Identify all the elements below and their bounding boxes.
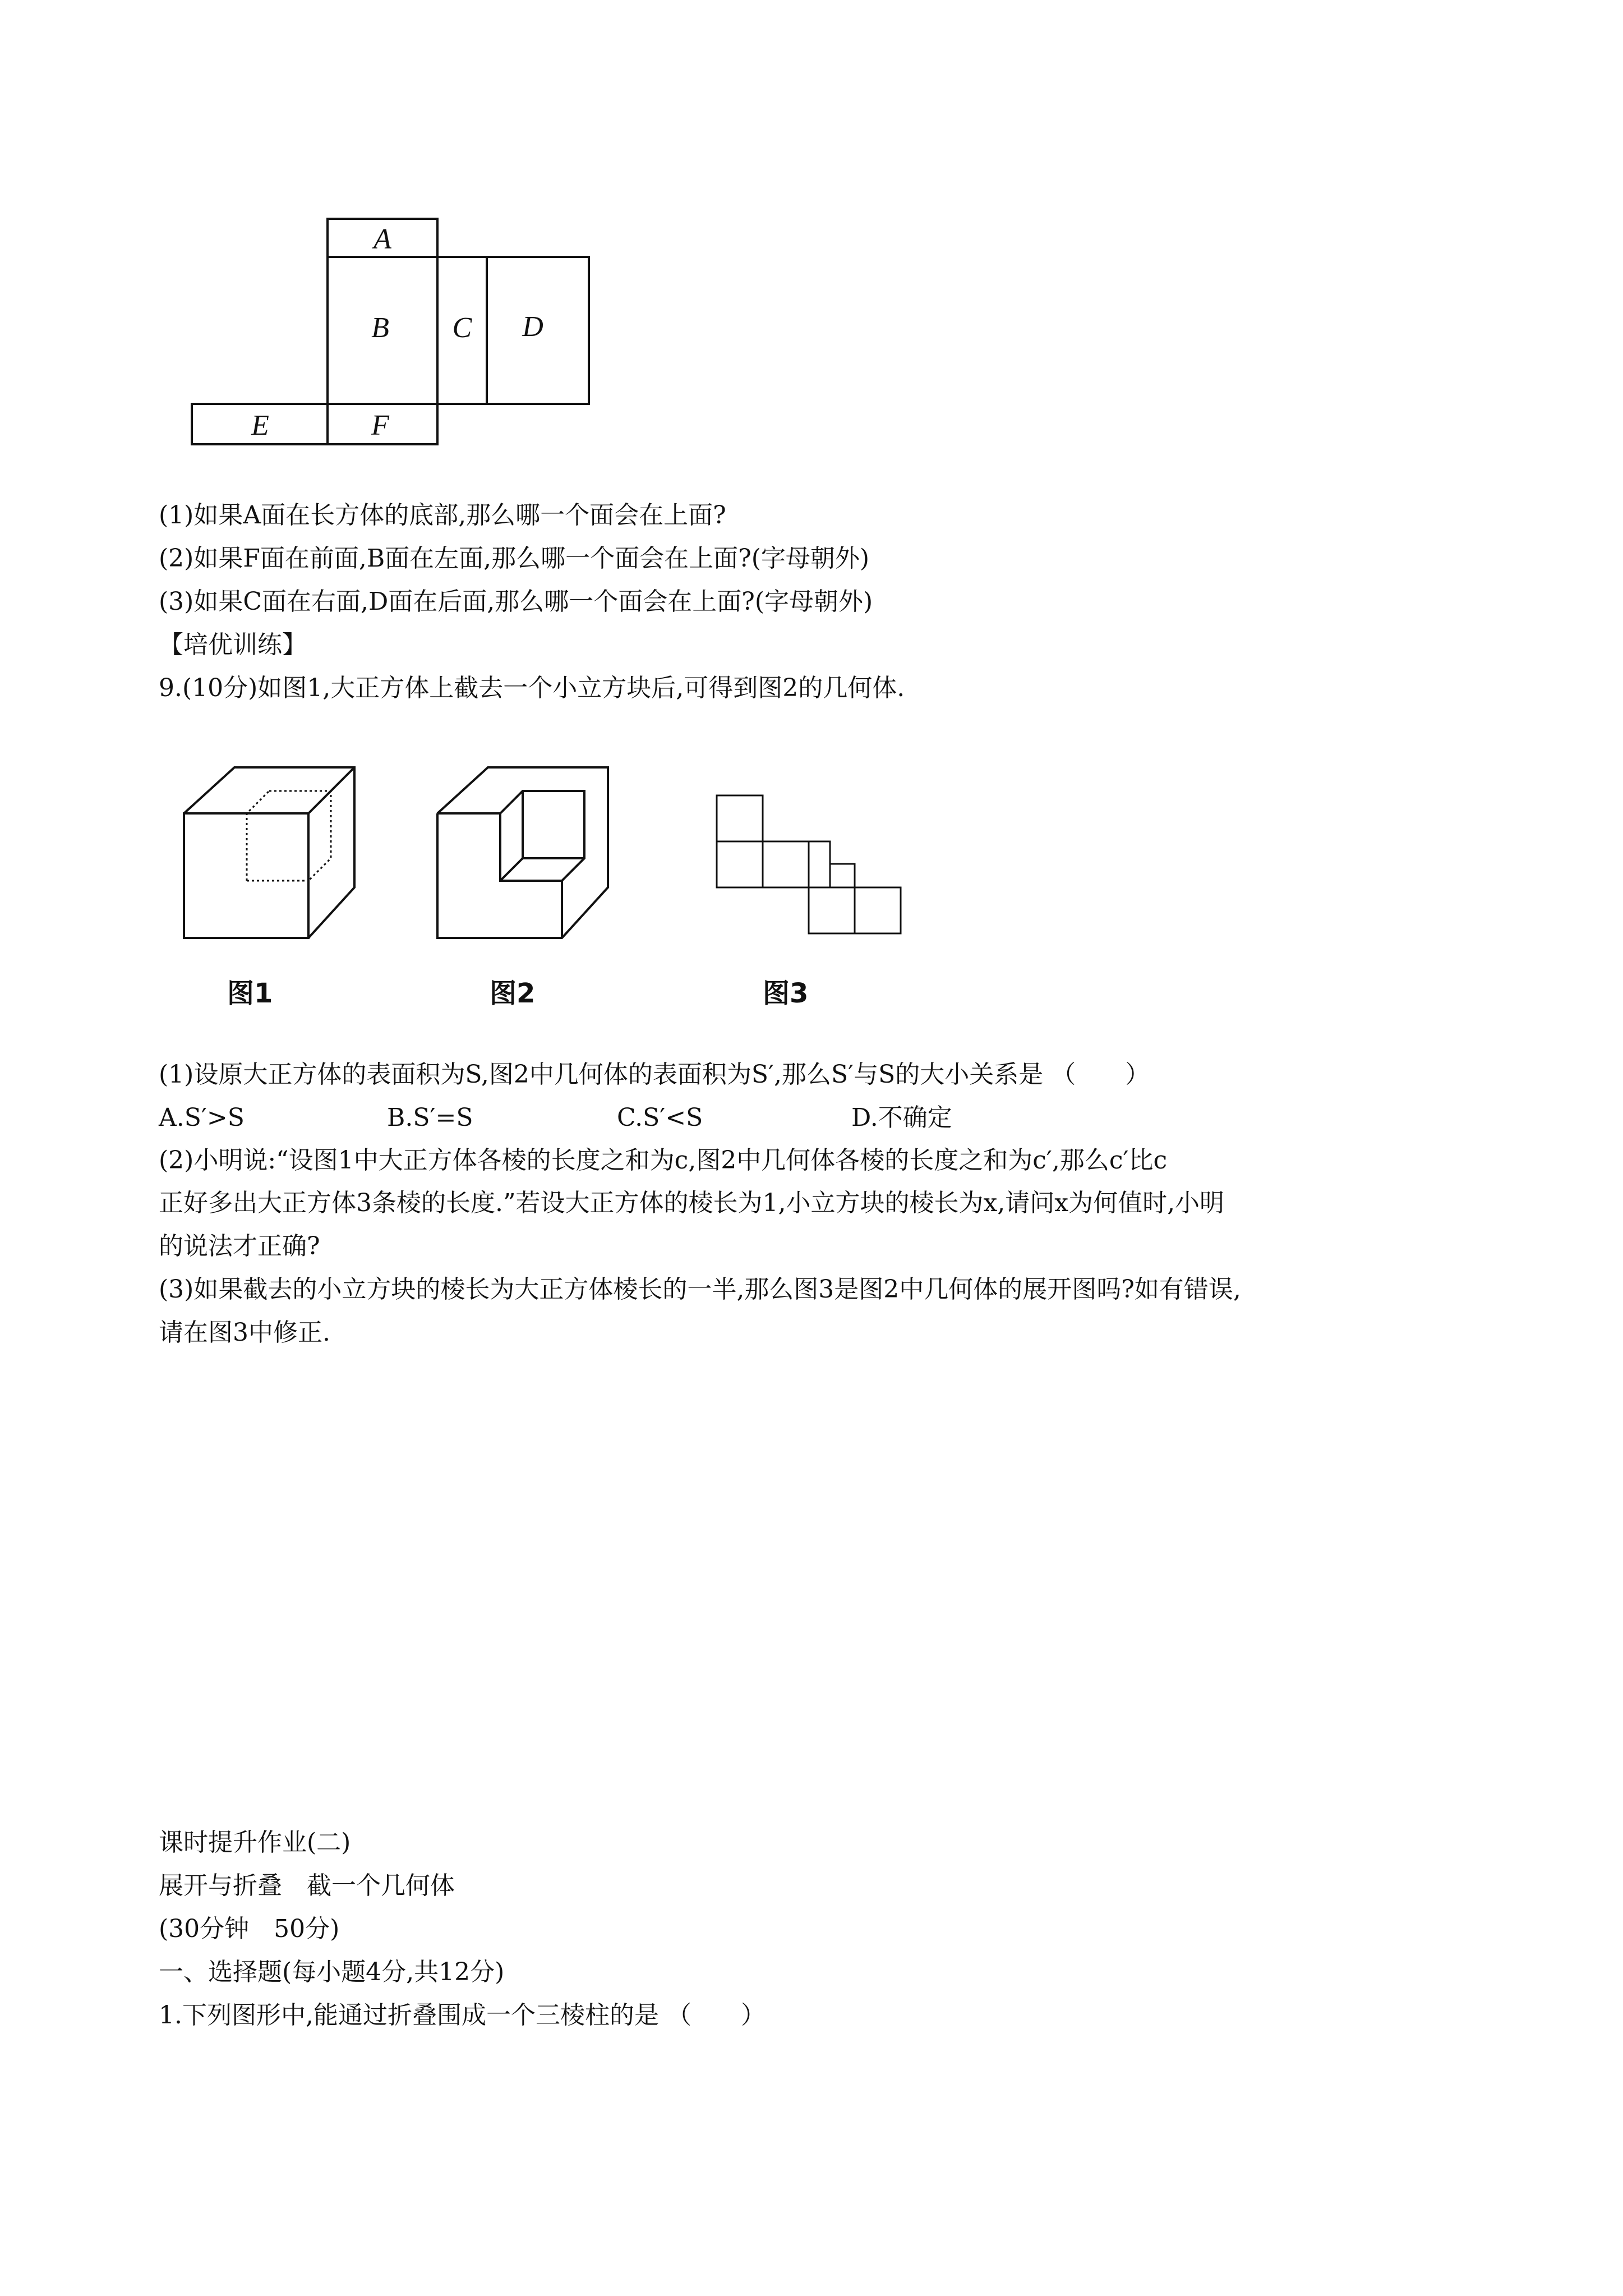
label-A: A xyxy=(374,223,391,255)
figure-3-caption: 图3 xyxy=(763,978,809,1009)
q8-part1: (1)如果A面在长方体的底部,那么哪一个面会在上面? xyxy=(159,501,726,530)
q9-part3-line2: 请在图3中修正. xyxy=(159,1318,330,1347)
q9-part3-line1: (3)如果截去的小立方块的棱长为大正方体棱长的一半,那么图3是图2中几何体的展开图吗?如有错误, xyxy=(159,1275,1241,1304)
next-section-subtitle: 展开与折叠 截一个几何体 xyxy=(159,1871,455,1900)
label-E: E xyxy=(251,409,269,441)
part-heading: 一、选择题(每小题4分,共12分) xyxy=(159,1958,505,1986)
q9-part2-line2: 正好多出大正方体3条棱的长度.”若设大正方体的棱长为1,小立方块的棱长为x,请问x为何值时,小明 xyxy=(159,1189,1225,1217)
cuboid-net-diagram xyxy=(185,213,600,454)
q9-part2-line1: (2)小明说:“设图1中大正方体各棱的长度之和为c,图2中几何体各棱的长度之和为c′,那么c′比c xyxy=(159,1146,1168,1175)
figure-3-net xyxy=(712,791,909,942)
label-F: F xyxy=(371,409,389,441)
q8-part2: (2)如果F面在前面,B面在左面,那么哪一个面会在上面?(字母朝外) xyxy=(159,544,870,573)
option-a: A.S′>S xyxy=(159,1103,245,1132)
time-score: (30分钟 50分) xyxy=(159,1915,340,1943)
next-section-title: 课时提升作业(二) xyxy=(159,1828,351,1857)
figure-2-cut-cube xyxy=(433,763,612,942)
option-b: B.S′=S xyxy=(387,1103,473,1132)
figure-2-caption: 图2 xyxy=(490,978,536,1009)
label-B: B xyxy=(371,312,389,344)
q8-part3: (3)如果C面在右面,D面在后面,那么哪一个面会在上面?(字母朝外) xyxy=(159,587,873,616)
option-d: D.不确定 xyxy=(851,1103,952,1132)
q9-part1: (1)设原大正方体的表面积为S,图2中几何体的表面积为S′,那么S′与S的大小关系是 （ ） xyxy=(159,1060,1150,1089)
q9-part2-line3: 的说法才正确? xyxy=(159,1232,320,1260)
next-q1: 1.下列图形中,能通过折叠围成一个三棱柱的是 （ ） xyxy=(159,2001,766,2030)
label-C: C xyxy=(452,312,472,344)
figure-1-cube xyxy=(179,763,359,942)
q9-stem: 9.(10分)如图1,大正方体上截去一个小立方块后,可得到图2的几何体. xyxy=(159,674,905,702)
figure-1-caption: 图1 xyxy=(227,978,273,1009)
option-c: C.S′<S xyxy=(617,1103,703,1132)
section-heading: 【培优训练】 xyxy=(159,631,307,659)
label-D: D xyxy=(522,311,543,343)
